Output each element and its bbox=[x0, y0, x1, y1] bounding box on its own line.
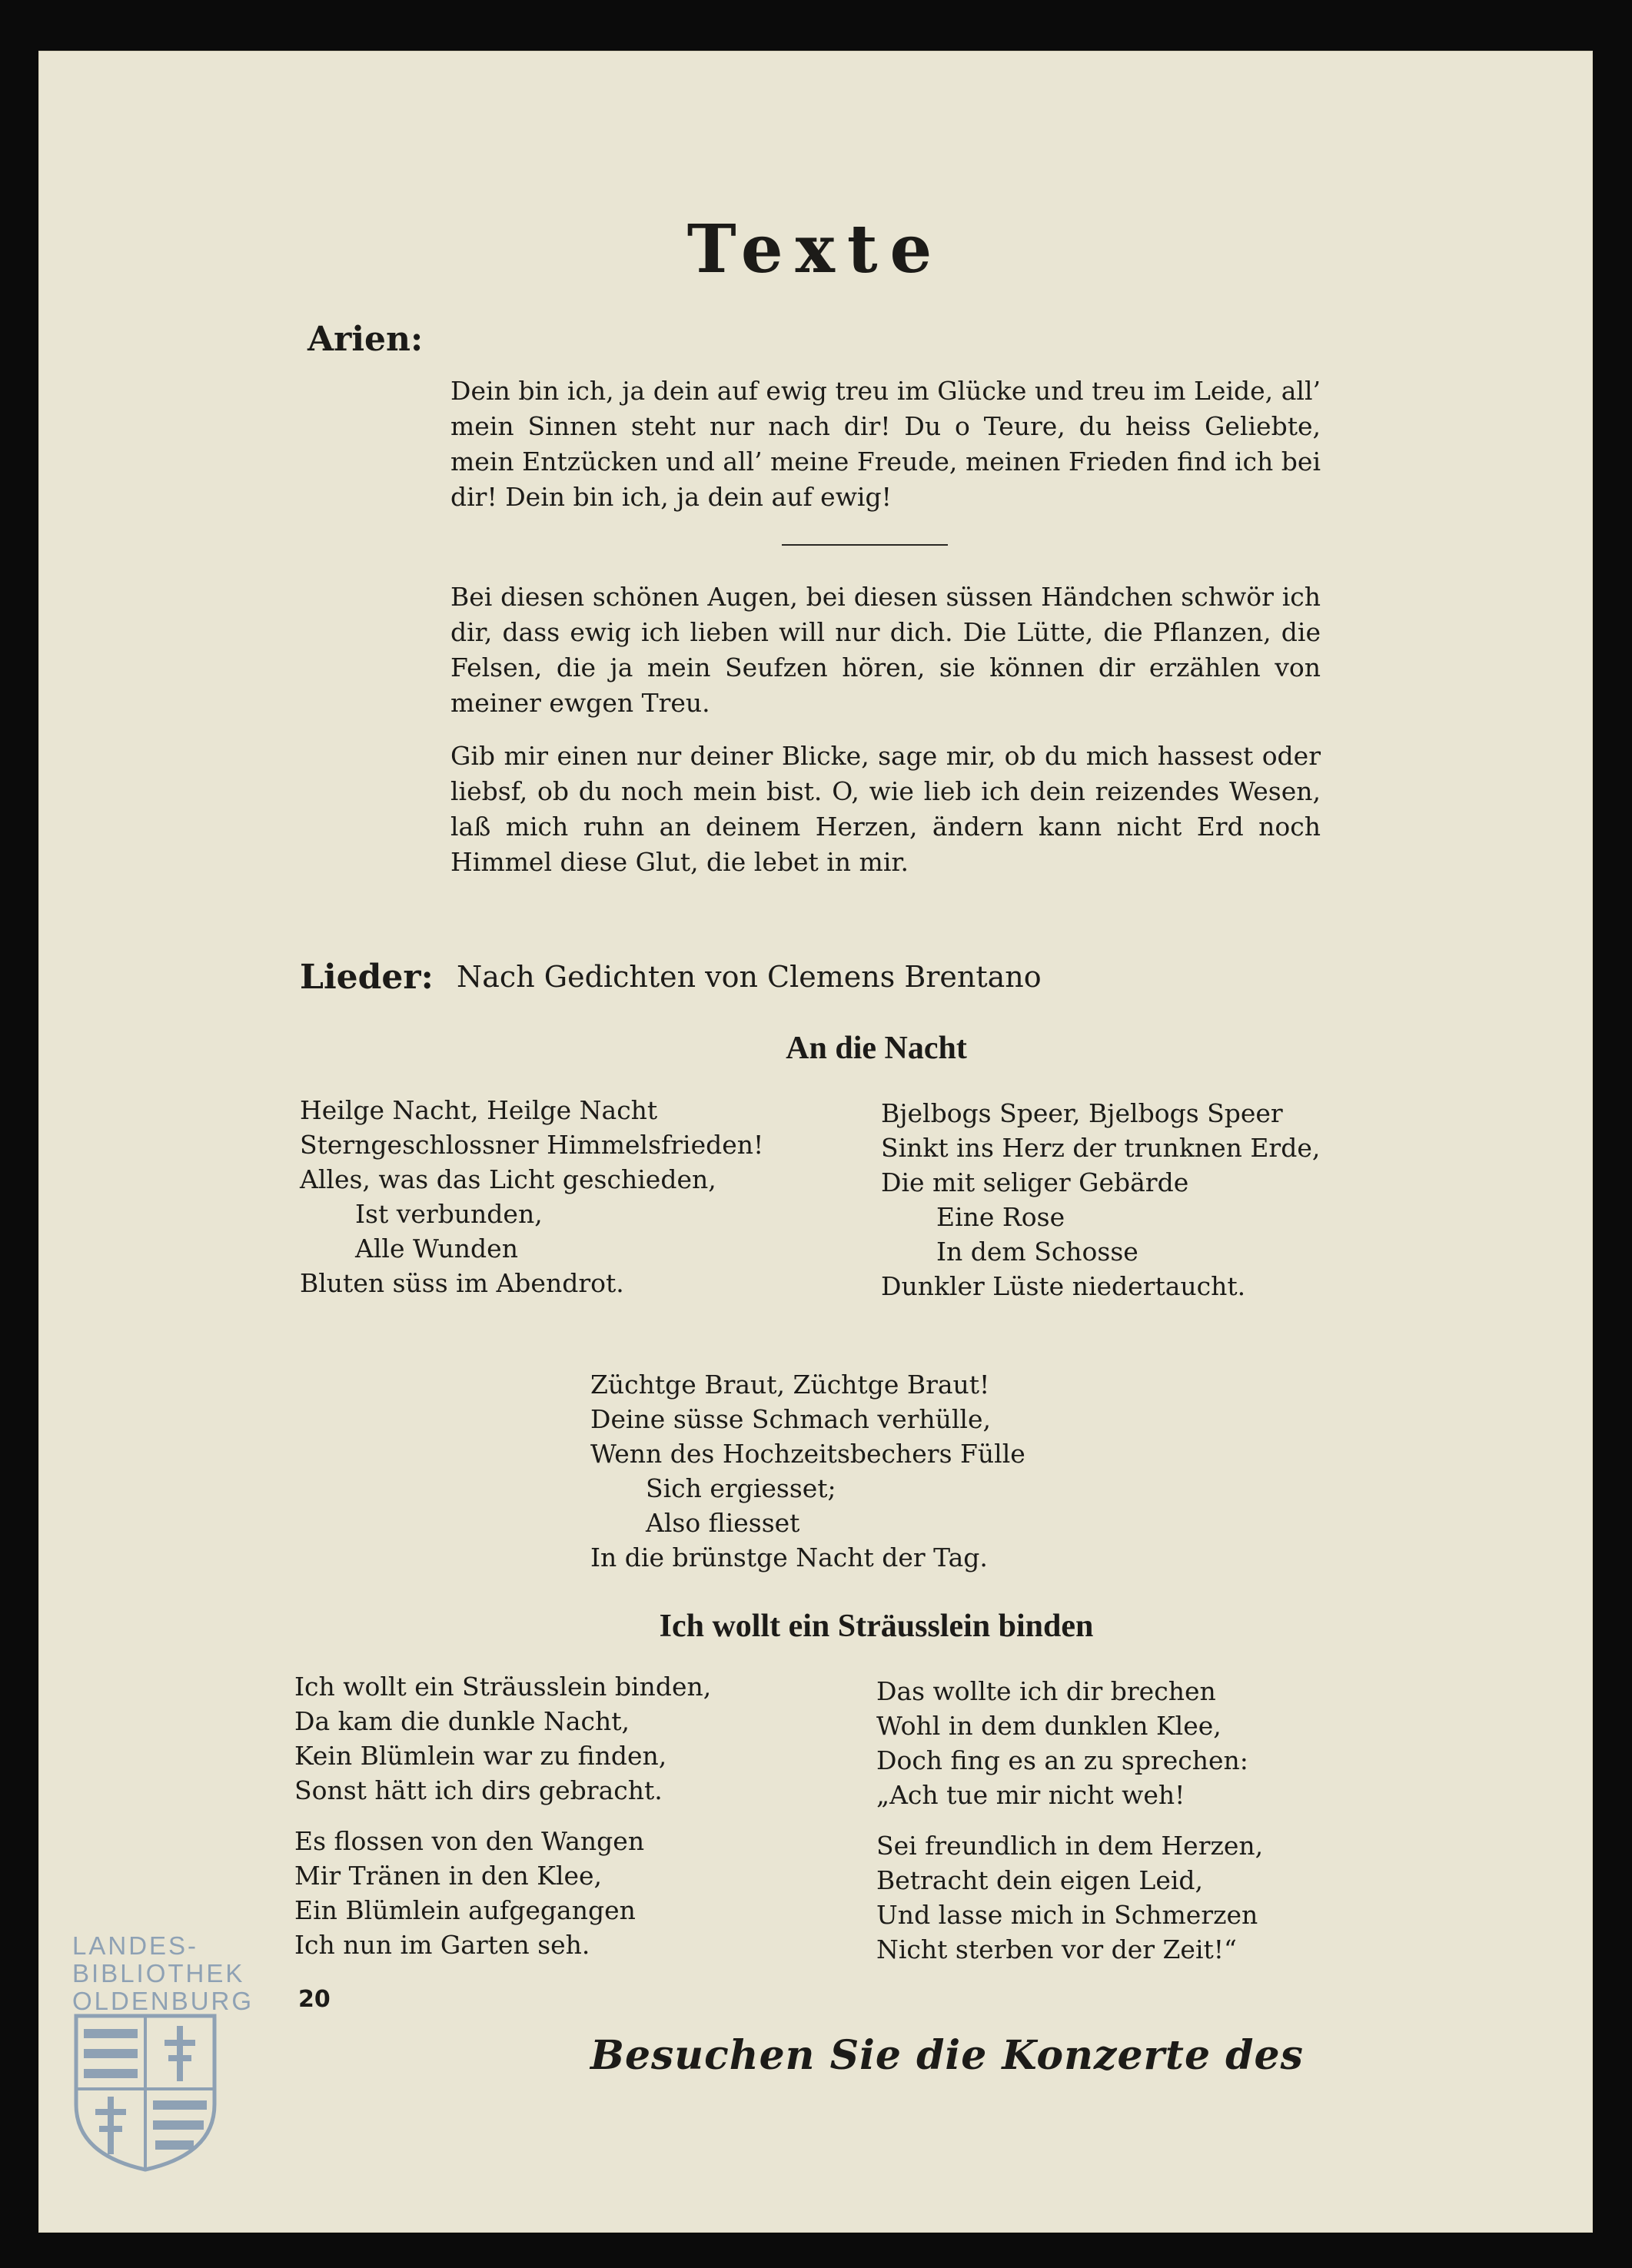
verse-line: In die brünstge Nacht der Tag. bbox=[590, 1542, 988, 1572]
stamp-line: BIBLIOTHEK bbox=[72, 1959, 245, 1987]
verse-line: „Ach tue mir nicht weh! bbox=[876, 1780, 1185, 1810]
verse-line: Und lasse mich in Schmerzen bbox=[876, 1900, 1258, 1930]
verse-line: Ich nun im Garten seh. bbox=[294, 1930, 590, 1960]
arie-2 bbox=[450, 579, 1321, 721]
verse-line: Sei freundlich in dem Herzen, bbox=[876, 1831, 1264, 1861]
divider bbox=[782, 544, 948, 546]
verse-line: Es flossen von den Wangen bbox=[294, 1826, 645, 1856]
coat-of-arms-icon bbox=[72, 2012, 218, 2173]
arien-label: Arien: bbox=[307, 320, 424, 359]
verse-line: Ein Blümlein aufgegangen bbox=[294, 1895, 636, 1925]
song-1-center-stanza bbox=[590, 1367, 1025, 1575]
stamp-line: LANDES- bbox=[72, 1931, 199, 1960]
page-title: Texte bbox=[686, 211, 945, 288]
verse-line: Mir Tränen in den Klee, bbox=[294, 1861, 603, 1891]
arie-3 bbox=[450, 739, 1321, 880]
verse-line: Also fliesset bbox=[646, 1508, 800, 1538]
verse-line: Sich ergiesset; bbox=[646, 1473, 836, 1503]
stamp-line: OLDENBURG bbox=[72, 1987, 254, 2015]
verse-line: Die mit seliger Gebärde bbox=[881, 1167, 1189, 1197]
verse-line: Sinkt ins Herz der trunknen Erde, bbox=[881, 1133, 1321, 1163]
verse-line: Doch fing es an zu sprechen: bbox=[876, 1745, 1248, 1775]
verse-line: Wohl in dem dunklen Klee, bbox=[876, 1711, 1222, 1741]
song-2-left-stanza-1 bbox=[294, 1669, 711, 1808]
footer-advert: Besuchen Sie die Konzerte des bbox=[590, 2032, 1304, 2079]
song-2-right-stanza-1 bbox=[876, 1674, 1248, 1812]
verse-line: Deine süsse Schmach verhülle, bbox=[590, 1404, 992, 1434]
verse-line: Sterngeschlossner Himmelsfrieden! bbox=[300, 1130, 764, 1160]
song-1-heading: An die Nacht bbox=[786, 1031, 967, 1066]
verse-line: Sonst hätt ich dirs gebracht. bbox=[294, 1775, 663, 1805]
song-2-right-stanza-2 bbox=[876, 1828, 1263, 1967]
verse-line: Heilge Nacht, Heilge Nacht bbox=[300, 1095, 658, 1125]
arie-1 bbox=[450, 374, 1321, 515]
library-stamp bbox=[72, 1932, 264, 2015]
verse-line: Bluten süss im Abendrot. bbox=[300, 1268, 624, 1298]
verse-line: Das wollte ich dir brechen bbox=[876, 1676, 1216, 1706]
song-1-left-stanza bbox=[300, 1093, 763, 1300]
arie-2-text: Bei diesen schönen Augen, bei diesen süssen Händchen schwör ich dir, dass ewig ich lieben will nur dich. Die Lütte, die Pflanzen, die Felsen, die ja mein Seufzen hören, sie können dir erzählen von meiner ewgen Treu. bbox=[450, 582, 1321, 718]
verse-line: Wenn des Hochzeitsbechers Fülle bbox=[590, 1439, 1025, 1469]
arie-3-text: Gib mir einen nur deiner Blicke, sage mir, ob du mich hassest oder liebsf, ob du noch mein bist. O, wie lieb ich dein reizendes Wesen, laß mich ruhn an deinem Herzen, ändern kann nicht Erd noch Himmel diese Glut, die lebet in mir. bbox=[450, 741, 1321, 877]
arie-1-text: Dein bin ich, ja dein auf ewig treu im Glücke und treu im Leide, all’ mein Sinnen steht nur nach dir! Du o Teure, du heiss Geliebte, mein Entzücken und all’ meine Freude, meinen Frieden find ich bei dir! Dein bin ich, ja dein auf ewig! bbox=[450, 376, 1321, 512]
verse-line: Da kam die dunkle Nacht, bbox=[294, 1706, 630, 1736]
verse-line: Züchtge Braut, Züchtge Braut! bbox=[590, 1370, 990, 1400]
song-2-heading: Ich wollt ein Sträusslein binden bbox=[659, 1609, 1094, 1644]
verse-line: Alles, was das Licht geschieden, bbox=[300, 1164, 716, 1194]
lieder-subtitle: Nach Gedichten von Clemens Brentano bbox=[457, 960, 1042, 994]
verse-line: Eine Rose bbox=[936, 1202, 1065, 1232]
lieder-label: Lieder: bbox=[300, 958, 434, 997]
verse-line: Bjelbogs Speer, Bjelbogs Speer bbox=[881, 1098, 1283, 1128]
verse-line: Alle Wunden bbox=[355, 1234, 518, 1264]
verse-line: Dunkler Lüste niedertaucht. bbox=[881, 1271, 1246, 1301]
verse-line: In dem Schosse bbox=[936, 1237, 1138, 1267]
song-2-left-stanza-2 bbox=[294, 1824, 644, 1962]
verse-line: Ist verbunden, bbox=[355, 1199, 543, 1229]
verse-line: Kein Blümlein war zu finden, bbox=[294, 1741, 667, 1771]
song-1-right-stanza bbox=[881, 1096, 1320, 1303]
page-number: 20 bbox=[298, 1986, 331, 2013]
verse-line: Nicht sterben vor der Zeit!“ bbox=[876, 1934, 1237, 1964]
verse-line: Ich wollt ein Sträusslein binden, bbox=[294, 1672, 712, 1702]
verse-line: Betracht dein eigen Leid, bbox=[876, 1865, 1204, 1895]
document-page bbox=[38, 51, 1593, 2233]
